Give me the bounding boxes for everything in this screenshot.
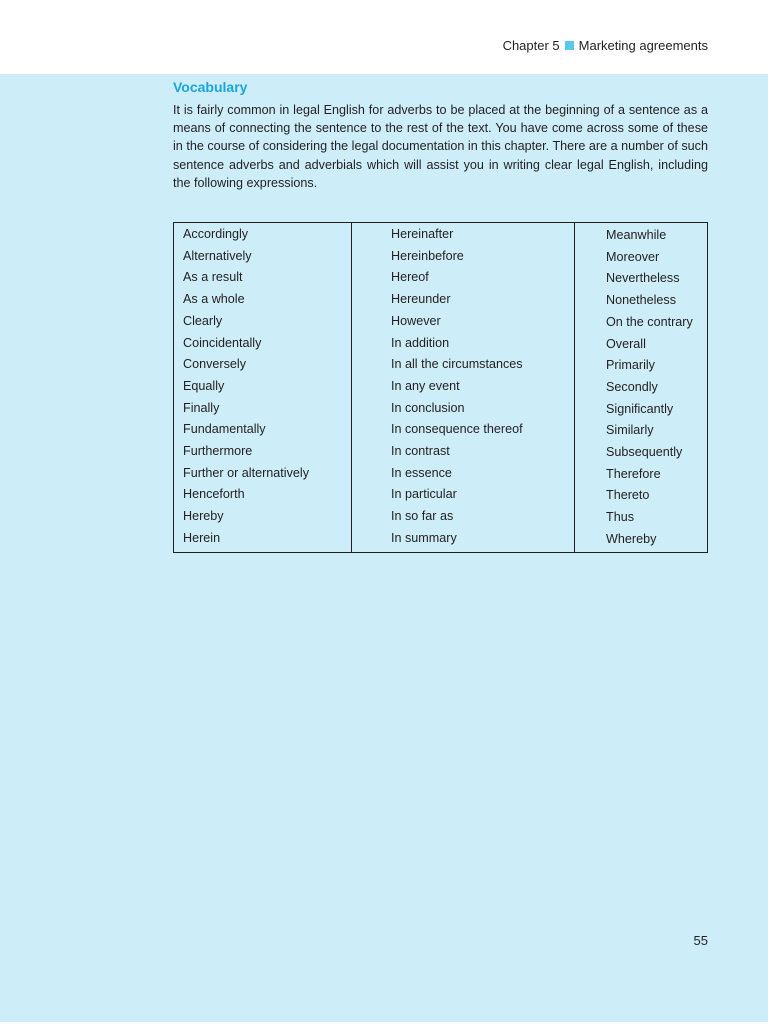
- vocabulary-term: Moreover: [606, 249, 660, 264]
- chapter-title: Marketing agreements: [578, 38, 708, 53]
- vocabulary-column-2: [352, 223, 575, 552]
- square-marker-icon: [565, 41, 574, 50]
- vocabulary-term: In contrast: [391, 444, 450, 459]
- vocabulary-term: As a whole: [183, 292, 245, 307]
- vocabulary-term: Hereinbefore: [391, 248, 464, 263]
- vocabulary-term: Similarly: [606, 423, 654, 438]
- vocabulary-term: Therefore: [606, 466, 661, 481]
- vocabulary-term: Henceforth: [183, 487, 245, 502]
- vocabulary-term: In particular: [391, 487, 457, 502]
- vocabulary-term: Thus: [606, 510, 634, 525]
- vocabulary-term: Thereto: [606, 488, 650, 503]
- vocabulary-term: However: [391, 313, 441, 328]
- vocabulary-term: Conversely: [183, 357, 246, 372]
- vocabulary-term: Finally: [183, 400, 220, 415]
- vocabulary-term: Primarily: [606, 358, 655, 373]
- intro-paragraph: It is fairly common in legal English for adverbs to be placed at the beginning of a sentence as a means of connecting the sentence to the rest of the text. You have come across some of these in the course of considering the legal documentation in this chapter. There are a number of such sentence adverbs and adverbials which will assist you in writing clear legal English, including the following expressions.: [173, 103, 708, 190]
- vocabulary-term: On the contrary: [606, 314, 693, 329]
- vocabulary-term: In any event: [391, 378, 460, 393]
- vocabulary-term: Clearly: [183, 313, 223, 328]
- page-number: 55: [693, 933, 708, 948]
- vocabulary-term: Herein: [183, 530, 221, 545]
- page-header: [0, 0, 768, 74]
- vocabulary-term: Furthermore: [183, 444, 253, 459]
- vocabulary-term: Hereof: [391, 270, 429, 285]
- vocabulary-term: In so far as: [391, 509, 454, 524]
- vocabulary-column-1: [174, 223, 352, 552]
- vocabulary-term: Significantly: [606, 401, 674, 416]
- vocabulary-term: In essence: [391, 465, 452, 480]
- vocabulary-term: Nonetheless: [606, 293, 677, 308]
- vocabulary-term: Coincidentally: [183, 335, 262, 350]
- vocabulary-term: Fundamentally: [183, 422, 266, 437]
- vocabulary-term: In addition: [391, 335, 450, 350]
- running-head: [503, 38, 708, 54]
- vocabulary-term: In conclusion: [391, 400, 465, 415]
- section-heading: Vocabulary: [173, 79, 248, 95]
- vocabulary-column-3: [575, 223, 707, 552]
- vocabulary-table: [173, 222, 708, 553]
- vocabulary-term: Hereinafter: [391, 227, 454, 241]
- vocabulary-term: Whereby: [606, 531, 657, 546]
- chapter-label: Chapter 5: [502, 38, 560, 53]
- vocabulary-term: Hereunder: [391, 292, 451, 307]
- vocabulary-term: Meanwhile: [606, 228, 667, 242]
- vocabulary-term: Further or alternatively: [183, 465, 309, 480]
- vocabulary-term: Secondly: [606, 379, 658, 394]
- vocabulary-term: As a result: [183, 270, 243, 285]
- vocabulary-term: In summary: [391, 530, 457, 545]
- vocabulary-term: Hereby: [183, 509, 224, 524]
- vocabulary-term: In all the circumstances: [391, 357, 523, 372]
- vocabulary-term: Accordingly: [183, 227, 249, 241]
- vocabulary-term: Alternatively: [183, 248, 252, 263]
- vocabulary-term: Nevertheless: [606, 271, 680, 286]
- vocabulary-term: In consequence thereof: [391, 422, 523, 437]
- vocabulary-term: Subsequently: [606, 445, 683, 460]
- vocabulary-term: Equally: [183, 378, 225, 393]
- vocabulary-term: Overall: [606, 336, 646, 351]
